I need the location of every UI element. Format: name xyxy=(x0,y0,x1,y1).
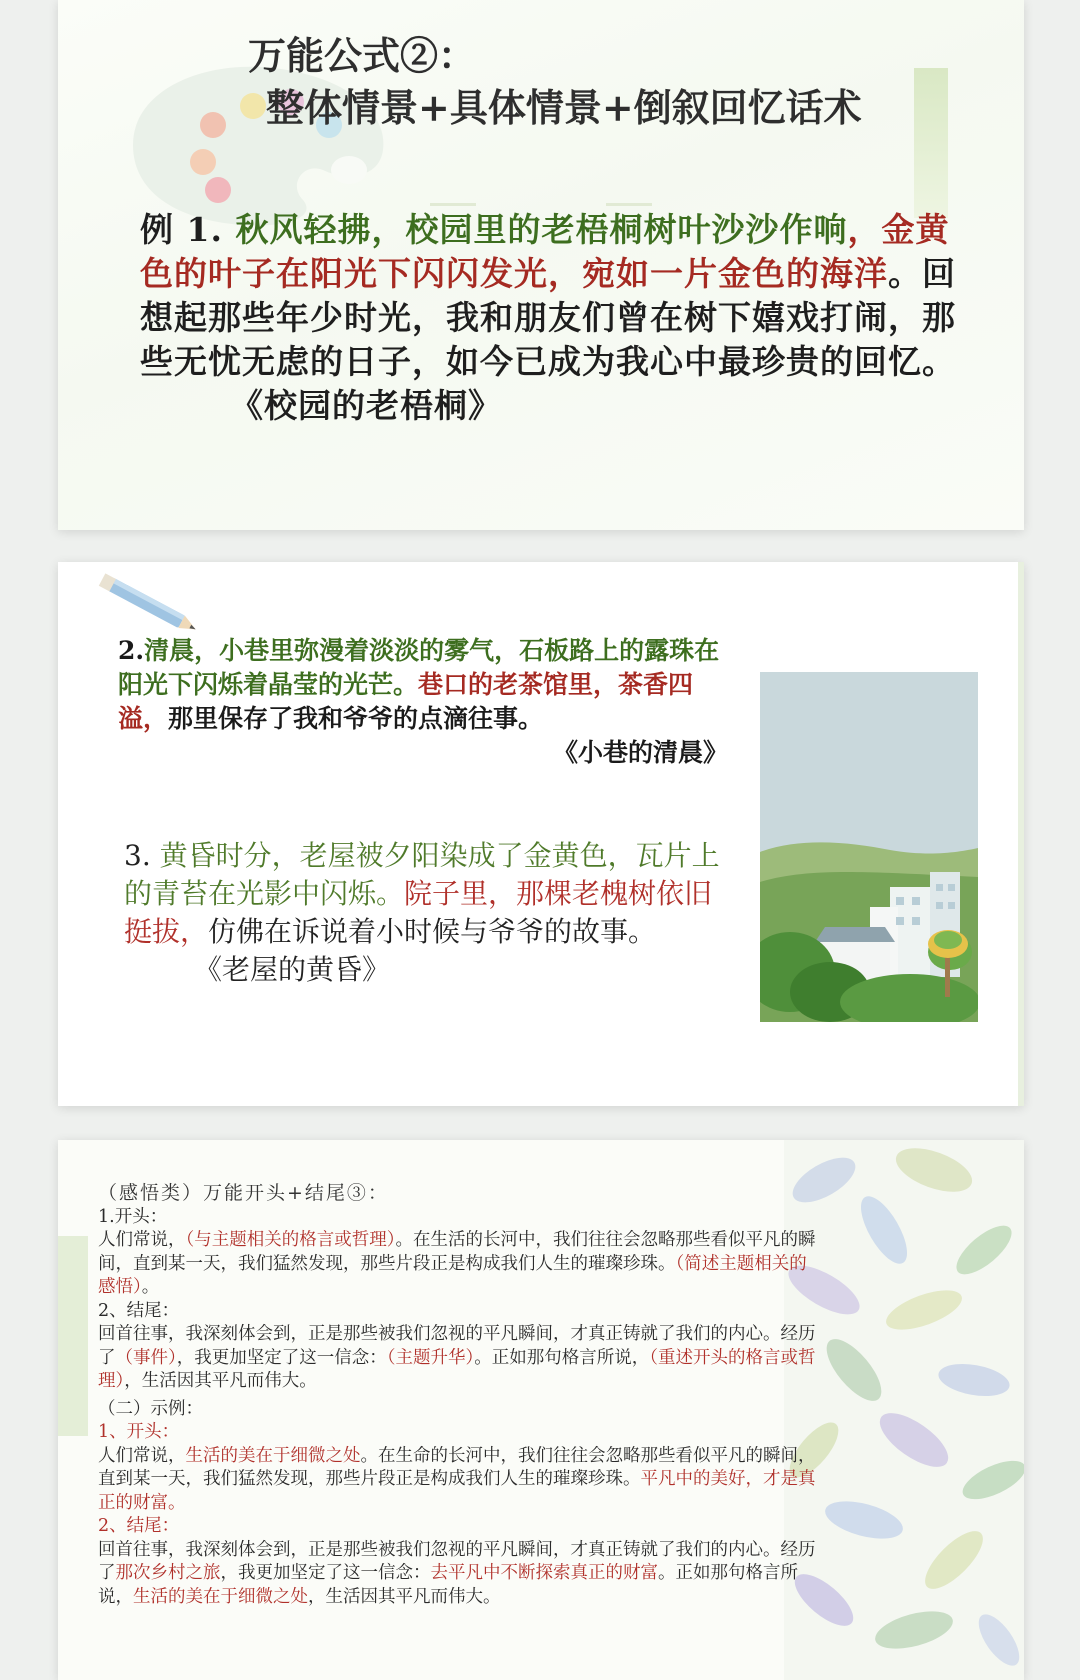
example-1-body-text: 。回想起那些年少时光，我和朋友们曾在树下嬉戏打闹，那些无忧无虑的日子，如今已成为我心中最珍贵的回忆。 xyxy=(140,254,956,381)
text-run: 人们常说， xyxy=(98,1445,186,1466)
template-opening-text xyxy=(98,1229,818,1300)
example-3-body-text: 仿佛在诉说着小时候与爷爷的故事。 xyxy=(208,915,657,948)
text-run-red: （主题升华） xyxy=(386,1347,475,1368)
insight-template-text xyxy=(98,1182,818,1609)
decorative-line xyxy=(430,203,476,206)
example-1-red-text: ，金黄色的叶子在阳光下闪闪发光，宛如一片金色的海洋 xyxy=(140,210,950,293)
text-run-red: 生活的美在于细微之处 xyxy=(133,1586,308,1607)
text-run: 。在生命的长河中，我们往往会忽略那些看似平凡的瞬间，直到某一天，我们猛然发现，那些片段正是构成我们人生的璀璨珍珠。 xyxy=(98,1445,816,1489)
template-ending-label: 2、结尾： xyxy=(98,1300,180,1321)
example-1-paragraph xyxy=(140,208,960,428)
text-run-red: （重述开头的格言或哲理） xyxy=(98,1347,816,1391)
example-3-green-text: 黄昏时分，老屋被夕阳染成了金黄色，瓦片上的青苔在光影中闪烁。 xyxy=(124,839,720,910)
text-run-red: （简述主题相关的感悟） xyxy=(98,1253,807,1297)
title-line-2: 整体情景+具体情景+倒叙回忆话术 xyxy=(266,85,862,130)
example-2-number: 2. xyxy=(118,636,145,665)
text-run: ，我更加坚定了这一信念： xyxy=(220,1563,431,1583)
example-2-green-text: 清晨，小巷里弥漫着淡淡的雾气，石板路上的露珠在阳光下闪烁着晶莹的光芒。 xyxy=(118,636,720,699)
text-run: 人们常说， xyxy=(98,1230,186,1250)
examples-label: （二）示例： xyxy=(98,1398,203,1419)
text-run: ，生活因其平凡而伟大。 xyxy=(124,1371,317,1391)
pencil-icon xyxy=(88,567,208,642)
text-run: ，生活因其平凡而伟大。 xyxy=(308,1586,501,1607)
text-run: 回首往事，我深刻体会到，正是那些被我们忽视的平凡瞬间，才真正铸就了我们的内心。经历了 xyxy=(98,1324,816,1368)
town-illustration xyxy=(760,672,978,1022)
page-title xyxy=(248,30,862,134)
text-run-red: 那次乡村之旅 xyxy=(115,1563,221,1583)
example-2-red-text: 巷口的老茶馆里，茶香四溢， xyxy=(118,670,694,733)
text-run-red: 生活的美在于细微之处 xyxy=(185,1445,361,1466)
example-1-source: 《校园的老梧桐》 xyxy=(230,386,502,425)
text-run-red: （事件） xyxy=(115,1347,177,1368)
text-run-red: （与主题相关的格言或哲理） xyxy=(185,1230,396,1250)
example-3-paragraph xyxy=(124,837,724,989)
text-run-red: 平凡中的美好，才是真正的财富。 xyxy=(98,1469,816,1513)
example-2-body-text: 那里保存了我和爷爷的点滴往事。 xyxy=(168,704,544,733)
slide-examples-2-3 xyxy=(58,562,1024,1106)
example-opening-label: 1、开头： xyxy=(98,1422,180,1442)
text-run: 回首往事，我深刻体会到，正是那些被我们忽视的平凡瞬间，才真正铸就了我们的内心。经历了 xyxy=(98,1539,816,1583)
decorative-side-bar xyxy=(58,1236,88,1436)
text-run: ，我更加坚定了这一信念： xyxy=(176,1347,387,1368)
example-3-source: 《老屋的黄昏》 xyxy=(194,953,391,986)
example-1-prefix: 例 1. xyxy=(140,210,223,249)
watercolor-leaves-decoration xyxy=(784,1140,1024,1680)
decorative-right-line xyxy=(1018,562,1024,1106)
example-1-green-text: 秋风轻拂，校园里的老梧桐树叶沙沙作响 xyxy=(235,210,848,249)
decorative-line xyxy=(606,203,652,206)
template-ending-text xyxy=(98,1323,818,1394)
text-run: 。正如那句格言所说， xyxy=(98,1563,798,1607)
text-run: 。正如那句格言所说， xyxy=(474,1347,650,1368)
decorative-green-bar xyxy=(914,68,948,218)
example-ending-label: 2、结尾： xyxy=(98,1516,180,1536)
example-2-paragraph xyxy=(118,634,738,770)
example-opening-text xyxy=(98,1445,818,1516)
slide-formula-2 xyxy=(58,0,1024,530)
example-ending-text xyxy=(98,1539,818,1610)
text-run-red: 去平凡中不断探索真正的财富 xyxy=(430,1563,658,1583)
slide-insight-opening-ending xyxy=(58,1140,1024,1680)
section-heading: （感悟类）万能开头+结尾③： xyxy=(98,1182,389,1204)
example-3-red-text: 院子里，那棵老槐树依旧挺拔， xyxy=(124,877,713,948)
title-line-1: 万能公式②： xyxy=(248,33,477,78)
text-run: 。在生活的长河中，我们往往会忽略那些看似平凡的瞬间，直到某一天，我们猛然发现，那些片段正是构成我们人生的璀璨珍珠。 xyxy=(98,1230,816,1274)
template-opening-label: 1.开头： xyxy=(98,1206,168,1227)
text-run: 。 xyxy=(141,1277,160,1297)
example-2-source: 《小巷的清晨》 xyxy=(552,738,728,767)
example-3-number: 3. xyxy=(124,839,151,872)
